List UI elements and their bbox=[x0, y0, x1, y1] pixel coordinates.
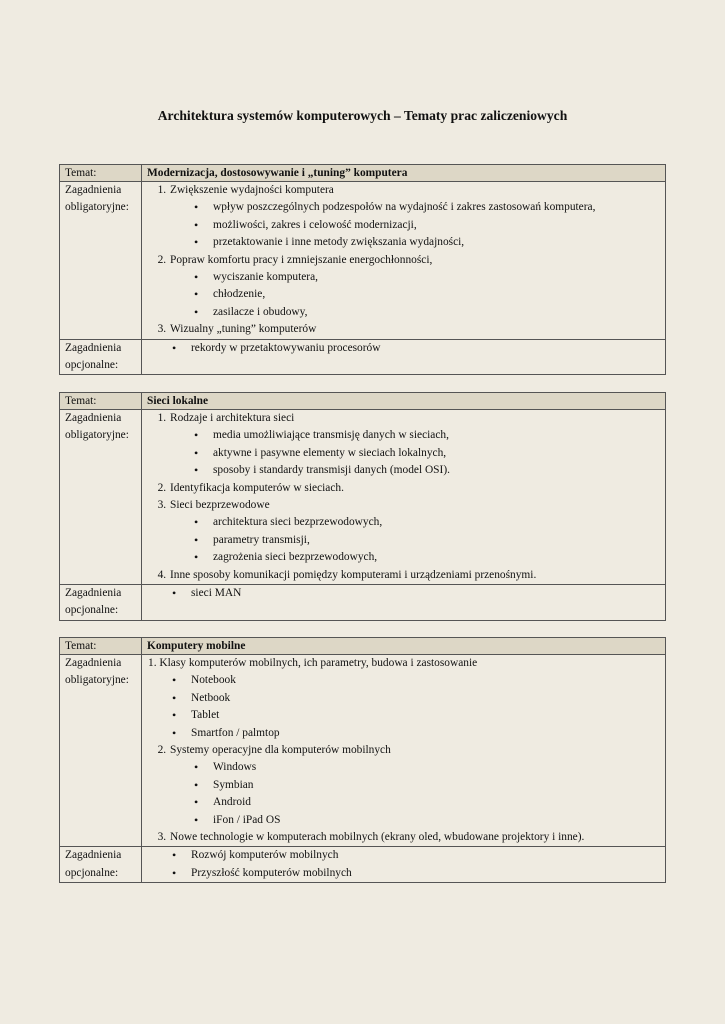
bullet-item: • media umożliwiające transmisję danych w sieciach, bbox=[213, 427, 660, 444]
section-heading: Sieci bezprzewodowe bbox=[170, 499, 270, 512]
bullet-item: • iFon / iPad OS bbox=[213, 812, 660, 829]
topic-header-row bbox=[60, 393, 666, 410]
topic-table bbox=[59, 637, 666, 883]
bullet-item: • możliwości, zakres i celowość modernizacji, bbox=[213, 217, 660, 234]
page-title: Architektura systemów komputerowych – Tematy prac zaliczeniowych bbox=[157, 108, 568, 123]
mandatory-row bbox=[60, 410, 666, 585]
mandatory-label: Zagadnienia obligatoryjne: bbox=[60, 655, 142, 847]
bullet-item: • Netbook bbox=[191, 690, 660, 707]
topic-header-row bbox=[60, 638, 666, 655]
mandatory-row bbox=[60, 655, 666, 847]
bullet-item: • Windows bbox=[213, 759, 660, 776]
section-list bbox=[147, 410, 660, 584]
section-item bbox=[169, 567, 660, 584]
bullet-item: • Symbian bbox=[213, 777, 660, 794]
section-heading: Wizualny „tuning” komputerów bbox=[170, 323, 317, 336]
section-item bbox=[169, 829, 660, 846]
optional-content bbox=[142, 339, 666, 375]
bullet-list bbox=[147, 585, 660, 602]
bullet-item: • Przyszłość komputerów mobilnych bbox=[191, 865, 660, 882]
bullet-item: • Rozwój komputerów mobilnych bbox=[191, 847, 660, 864]
bullet-list bbox=[147, 847, 660, 882]
bullet-item: • przetaktowanie i inne metody zwiększania wydajności, bbox=[213, 234, 660, 251]
bullet-item: • sposoby i standardy transmisji danych (model OSI). bbox=[213, 462, 660, 479]
topic-table bbox=[59, 392, 666, 621]
bullet-item: • aktywne i pasywne elementy w sieciach lokalnych, bbox=[213, 445, 660, 462]
section-item bbox=[169, 321, 660, 338]
section-heading: Systemy operacyjne dla komputerów mobilnych bbox=[170, 744, 391, 757]
section-item bbox=[169, 410, 660, 427]
mandatory-content bbox=[142, 410, 666, 585]
section-heading: 1. Klasy komputerów mobilnych, ich parametry, budowa i zastosowanie bbox=[148, 657, 478, 669]
mandatory-content bbox=[142, 655, 666, 847]
section-list bbox=[147, 655, 660, 672]
bullet-list bbox=[169, 759, 660, 829]
bullet-list bbox=[147, 340, 660, 357]
topic-title: Komputery mobilne bbox=[142, 638, 666, 655]
optional-label: Zagadnienia opcjonalne: bbox=[60, 847, 142, 883]
bullet-list bbox=[169, 514, 660, 566]
bullet-item: • zasilacze i obudowy, bbox=[213, 304, 660, 321]
section-heading: Nowe technologie w komputerach mobilnych (ekrany oled, wbudowane projektory i inne). bbox=[170, 831, 585, 844]
bullet-item: • sieci MAN bbox=[191, 585, 660, 602]
section-list bbox=[147, 182, 660, 339]
section-item bbox=[169, 480, 660, 497]
optional-content bbox=[142, 847, 666, 883]
section-heading: Zwiększenie wydajności komputera bbox=[170, 184, 334, 196]
section-heading: Popraw komfortu pracy i zmniejszanie energochłonności, bbox=[170, 253, 433, 266]
bullet-item: • wpływ poszczególnych podzespołów na wydajność i zakres zastosowań komputera, bbox=[213, 199, 660, 216]
section-item bbox=[147, 655, 660, 672]
optional-row bbox=[60, 339, 666, 375]
topic-label: Temat: bbox=[60, 165, 142, 182]
section-item bbox=[169, 182, 660, 199]
bullet-item: • Tablet bbox=[191, 707, 660, 724]
topic-label: Temat: bbox=[60, 638, 142, 655]
topic-title: Modernizacja, dostosowywanie i „tuning” komputera bbox=[142, 165, 666, 182]
bullet-item: • chłodzenie, bbox=[213, 286, 660, 303]
bullet-list bbox=[169, 199, 660, 251]
optional-label: Zagadnienia opcjonalne: bbox=[60, 585, 142, 621]
section-item bbox=[169, 497, 660, 514]
bullet-item: • Android bbox=[213, 794, 660, 811]
topic-label: Temat: bbox=[60, 393, 142, 410]
bullet-item: • rekordy w przetaktowywaniu procesorów bbox=[191, 340, 660, 357]
section-heading: Inne sposoby komunikacji pomiędzy komputerami i urządzeniami przenośnymi. bbox=[170, 568, 537, 581]
optional-row bbox=[60, 847, 666, 883]
mandatory-content bbox=[142, 182, 666, 340]
bullet-item: • zagrożenia sieci bezprzewodowych, bbox=[213, 549, 660, 566]
optional-label: Zagadnienia opcjonalne: bbox=[60, 339, 142, 375]
bullet-item: • parametry transmisji, bbox=[213, 532, 660, 549]
topic-table bbox=[59, 164, 666, 375]
topic-title: Sieci lokalne bbox=[142, 393, 666, 410]
section-item bbox=[169, 742, 660, 759]
bullet-list bbox=[147, 672, 660, 742]
bullet-item: • Notebook bbox=[191, 672, 660, 689]
optional-row bbox=[60, 585, 666, 621]
mandatory-label: Zagadnienia obligatoryjne: bbox=[60, 410, 142, 585]
section-heading: Identyfikacja komputerów w sieciach. bbox=[170, 481, 344, 494]
mandatory-label: Zagadnienia obligatoryjne: bbox=[60, 182, 142, 340]
topic-header-row bbox=[60, 165, 666, 182]
optional-content bbox=[142, 585, 666, 621]
bullet-item: • wyciszanie komputera, bbox=[213, 269, 660, 286]
mandatory-row bbox=[60, 182, 666, 340]
bullet-list bbox=[169, 269, 660, 321]
section-heading: Rodzaje i architektura sieci bbox=[170, 412, 295, 424]
bullet-list bbox=[169, 427, 660, 479]
bullet-item: • architektura sieci bezprzewodowych, bbox=[213, 514, 660, 531]
section-list bbox=[147, 742, 660, 846]
bullet-item: • Smartfon / palmtop bbox=[191, 725, 660, 742]
section-item bbox=[169, 252, 660, 269]
